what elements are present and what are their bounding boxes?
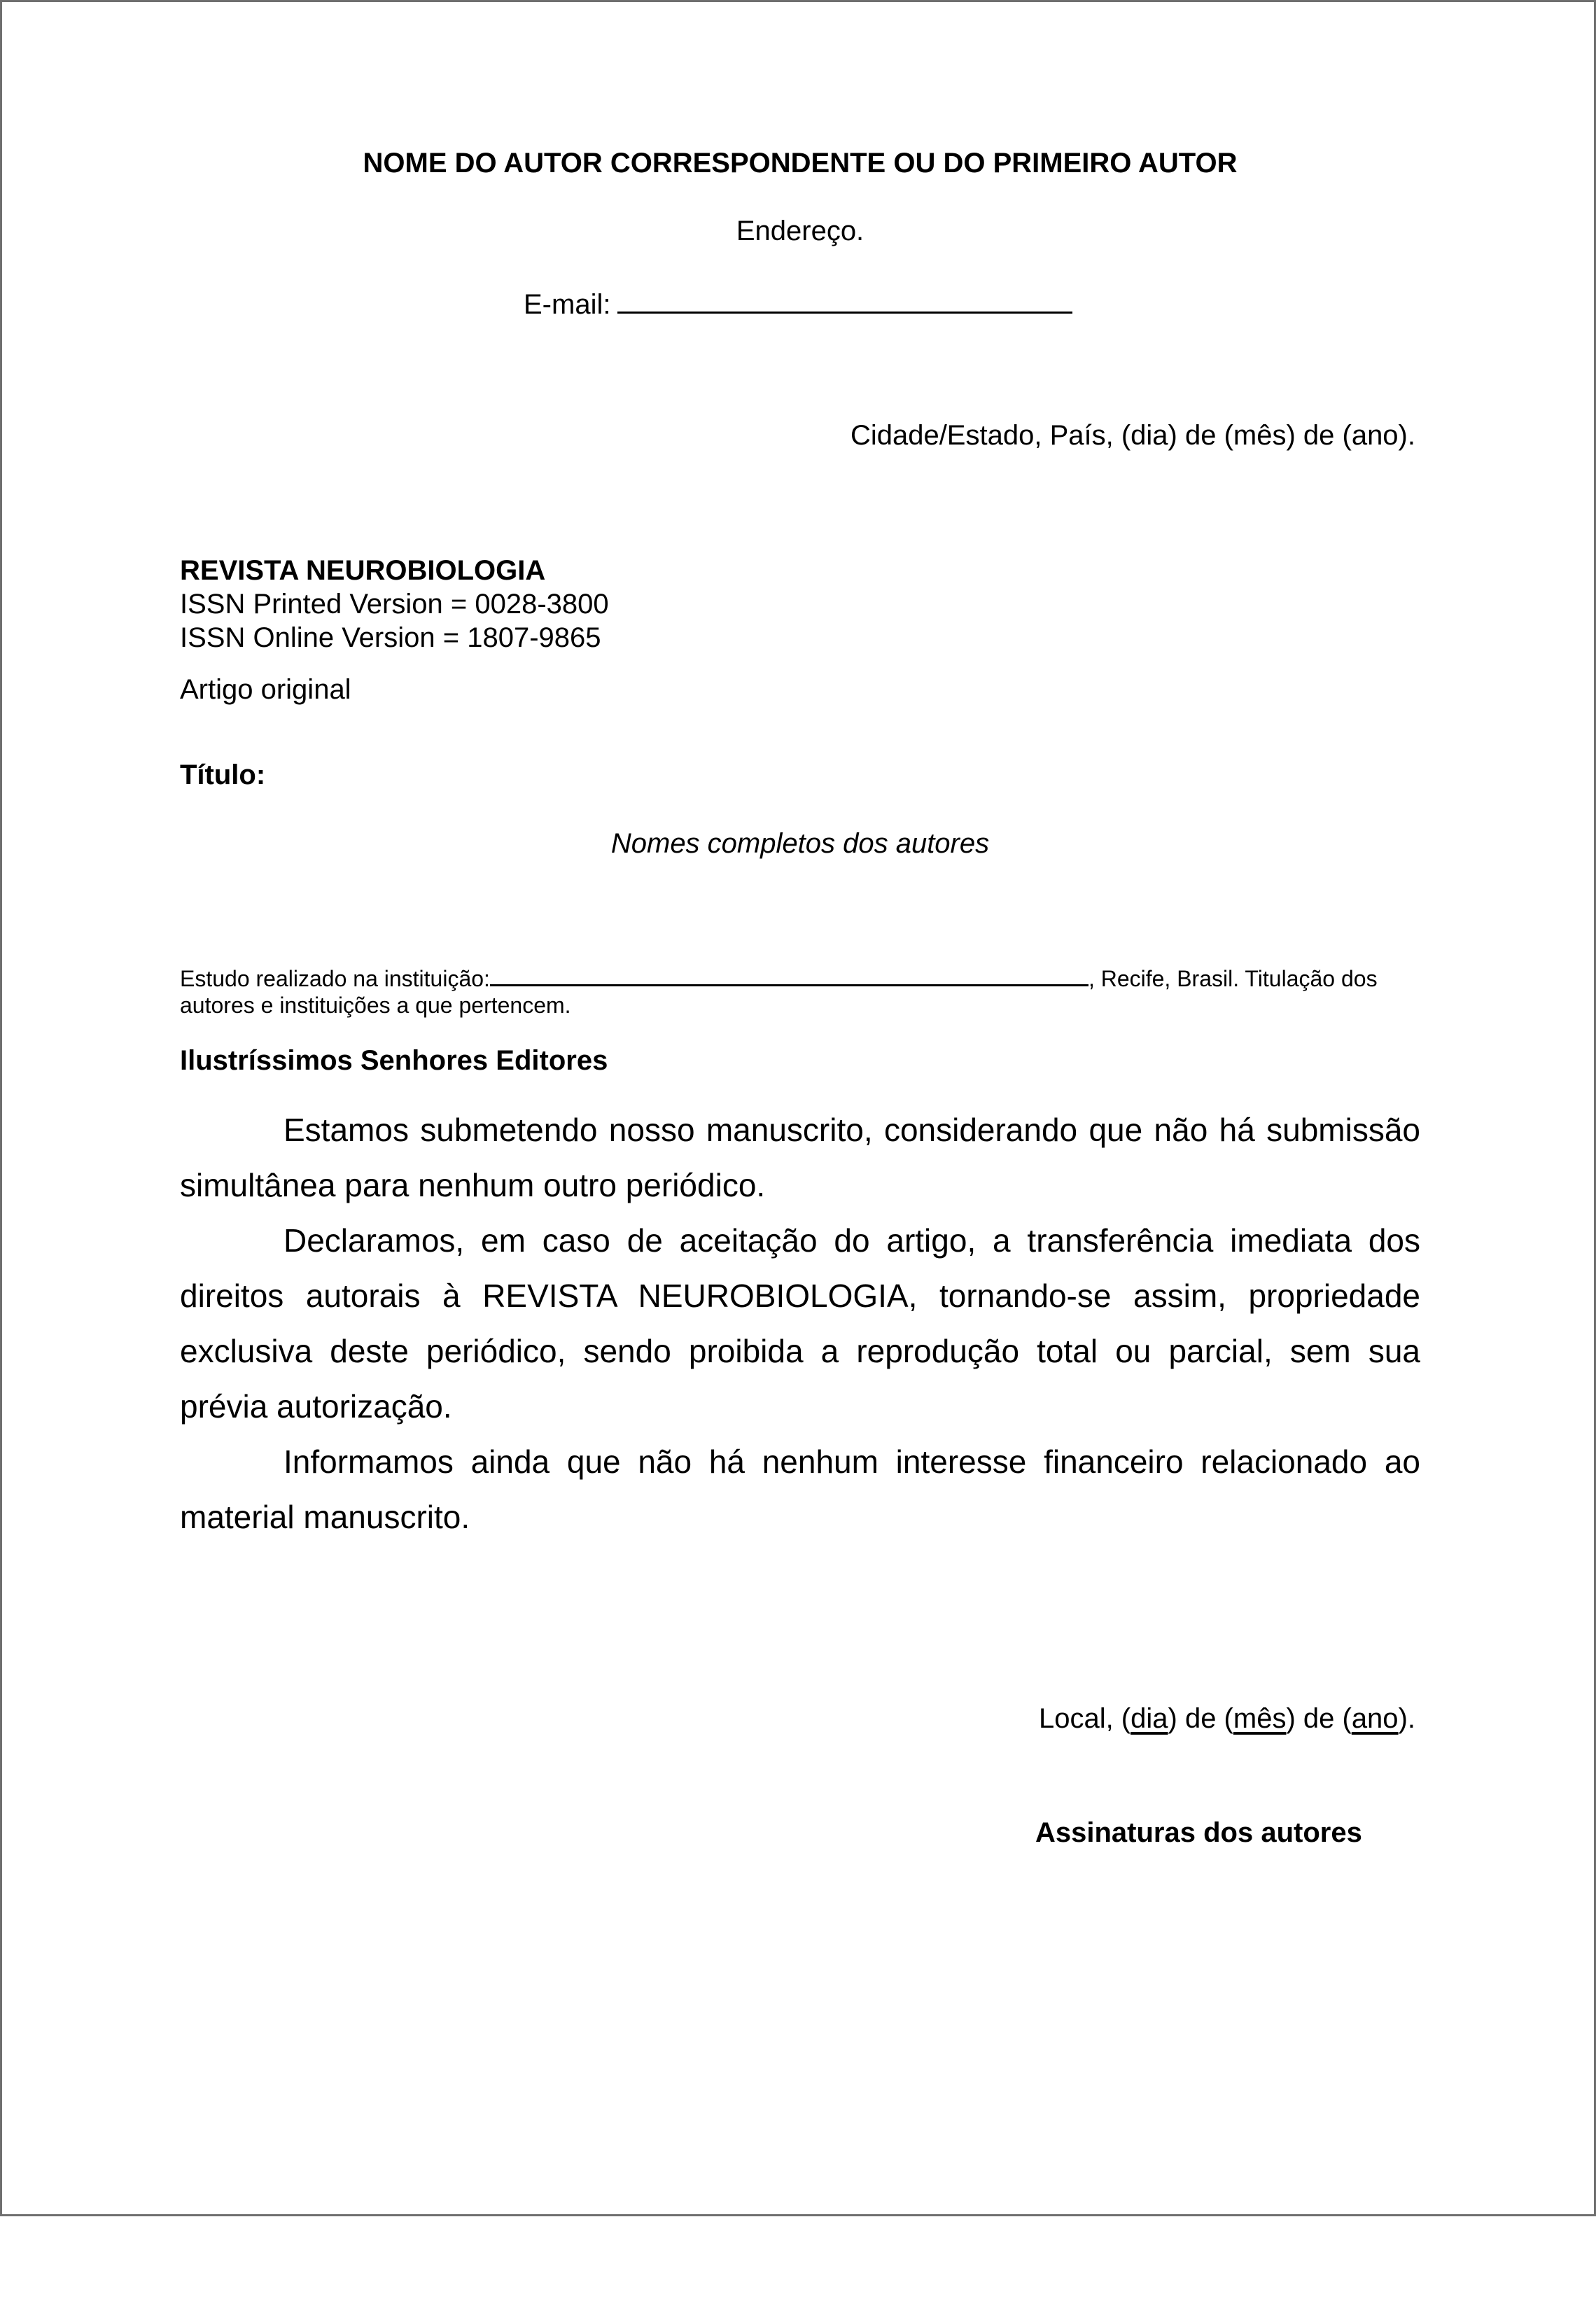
address-line: Endereço. [736,216,864,246]
study-line-1 [180,964,1420,992]
closing-place-date: Local, (dia) de (mês) de (ano). [1038,1703,1415,1734]
paragraph-copyright: Declaramos, em caso de aceitação do artigo, a transferência imediata dos direitos autorais à REVISTA NEUROBIOLOGIA, tornando-se assim, propriedade exclusiva deste periódico, sendo proibida a reprodução total ou parcial, sem sua prévia autorização. [180,1222,1420,1425]
issn-print: ISSN Printed Version = 0028-3800 [180,589,609,620]
title-label: Título: [180,760,266,790]
author-name-heading: NOME DO AUTOR CORRESPONDENTE OU DO PRIMEIRO AUTOR [363,148,1238,179]
article-type: Artigo original [180,674,351,705]
institution-blank-field[interactable] [490,964,1088,986]
paragraph-conflict: Informamos ainda que não há nenhum interesse financeiro relacionado ao material manuscrito. [180,1443,1420,1535]
issn-online: ISSN Online Version = 1807-9865 [180,622,601,653]
authors-placeholder: Nomes completos dos autores [610,828,990,859]
paragraph-submission: Estamos submetendo nosso manuscrito, considerando que não há submissão simultânea para nenhum outro periódico. [180,1112,1420,1203]
month-placeholder: mês [1233,1703,1287,1734]
city-date-line: Cidade/Estado, País, (dia) de (mês) de (ano). [850,420,1415,451]
day-placeholder: dia [1130,1703,1168,1734]
letter-body [180,1103,1420,1545]
email-blank-field[interactable] [617,284,1072,314]
study-suffix-part: , Recife, Brasil. Titulação dos [1088,965,1378,991]
study-line-2: autores e instituições a que pertencem. [180,992,571,1018]
year-placeholder: ano [1351,1703,1399,1734]
study-prefix: Estudo realizado na instituição: , Recife, Brasil. Titulação dos [180,964,1378,992]
study-institution-note [180,964,1420,1019]
journal-name: REVISTA NEUROBIOLOGIA [180,555,546,586]
signatures-label: Assinaturas dos autores [1035,1817,1362,1848]
email-line [524,284,1072,321]
salutation: Ilustríssimos Senhores Editores [180,1045,608,1076]
email-label: E-mail: [524,289,611,320]
